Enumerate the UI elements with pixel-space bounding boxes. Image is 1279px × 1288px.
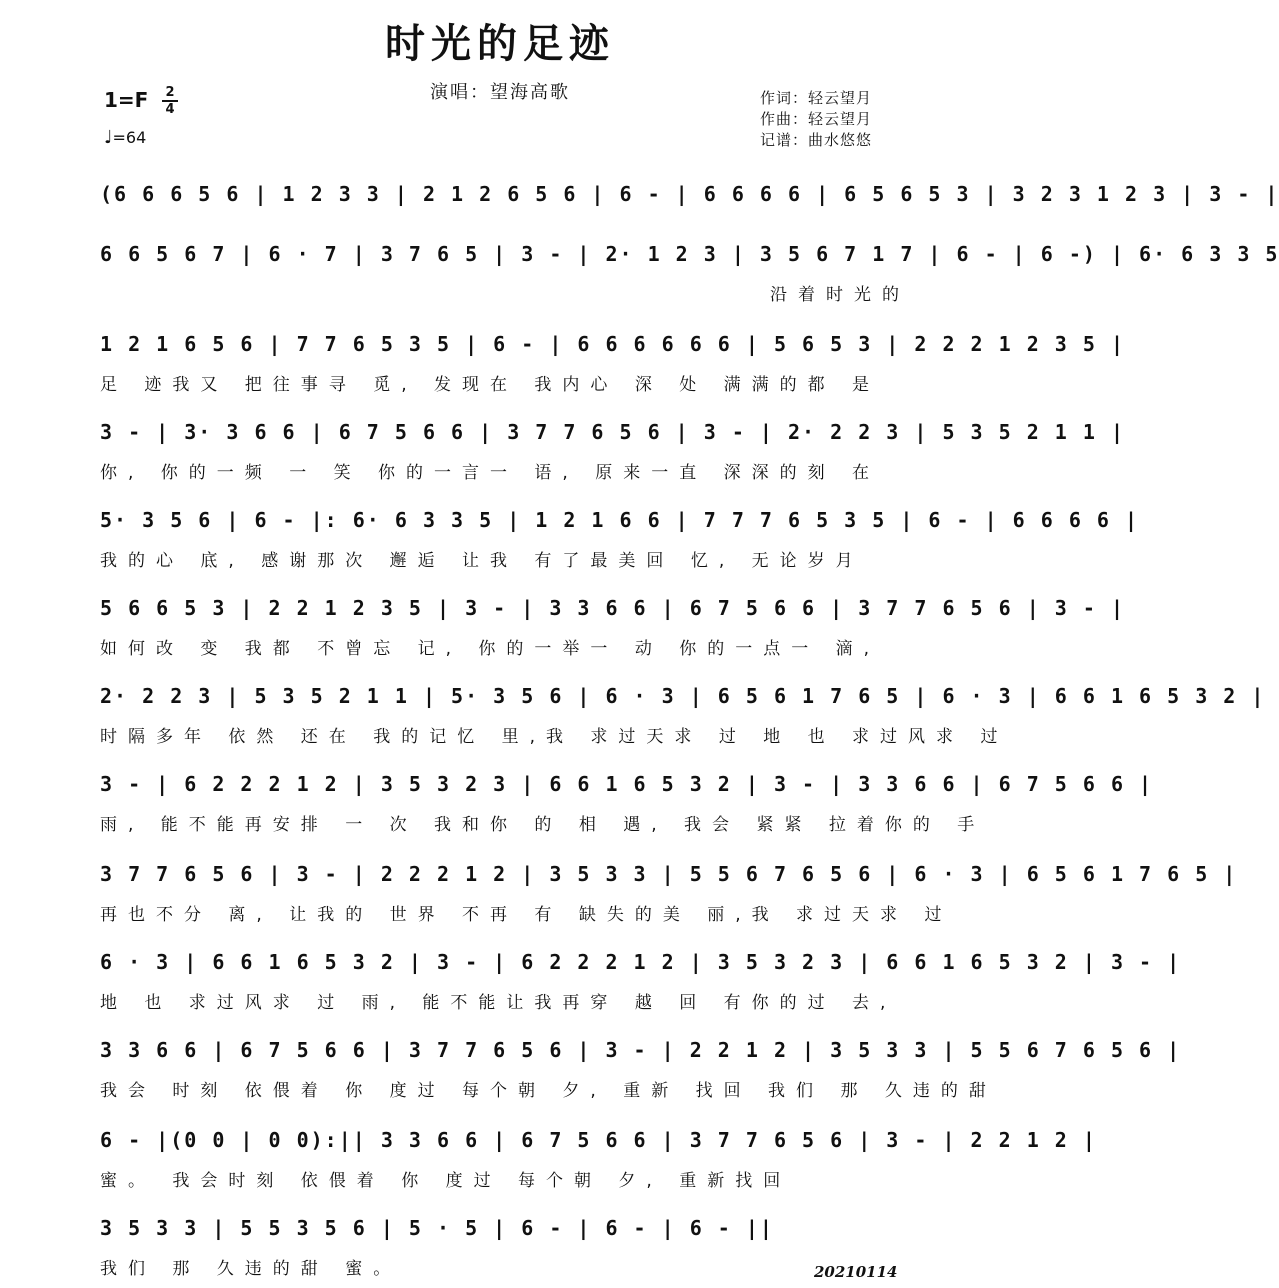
notation-line: 3 - | 3· 3 6 6 | 6 7 5 6 6 | 3 7 7 6 5 6 | 3 - | 2· 2 2 3 | 5 3 5 2 1 1 | (100, 420, 1125, 444)
notation-line: 3 - | 6 2 2 2 1 2 | 3 5 3 2 3 | 6 6 1 6 5 3 2 | 3 - | 3 3 6 6 | 6 7 5 6 6 | (100, 772, 1154, 796)
score-row (100, 408, 1125, 494)
time-signature-top: 2 (165, 85, 175, 100)
notation-line: 6 · 3 | 6 6 1 6 5 3 2 | 3 - | 6 2 2 2 1 2 | 3 5 3 2 3 | 6 6 1 6 5 3 2 | 3 - | (100, 950, 1182, 974)
tempo-marking (104, 127, 146, 148)
time-signature-bottom: 4 (165, 102, 175, 117)
score-row (100, 496, 1140, 582)
notation-line: 1 2 1 6 5 6 | 7 7 6 5 3 5 | 6 - | 6 6 6 6 6 6 | 5 6 5 3 | 2 2 2 1 2 3 5 | (100, 332, 1125, 356)
score-row (100, 584, 1125, 670)
lyric-line: 我会 时刻 依偎着 你 度过 每个朝 夕, 重新 找回 我们 那 久违的甜 (100, 1081, 997, 1101)
lyric-line: 雨, 能不能再安排 一 次 我和你 的 相 遇, 我会 紧紧 拉着你的 手 (100, 815, 986, 835)
score-row (100, 760, 1154, 846)
lyric-line: 再也不分 离, 让我的 世界 不再 有 缺失的美 丽,我 求过天求 过 (100, 905, 953, 925)
lyric-line: 沿着时光的 (770, 285, 910, 305)
score-row (100, 1204, 900, 1284)
score-row (100, 1116, 1097, 1202)
score-row (100, 230, 1279, 316)
lyric-line: 你, 你的一频 一 笑 你的一言一 语, 原来一直 深深的刻 在 (100, 463, 881, 483)
score-row (100, 1026, 1182, 1112)
transcriber-credit: 记谱：曲水悠悠 (760, 131, 873, 149)
score-row (100, 850, 1238, 936)
key-signature: 1=F (104, 88, 149, 112)
lyric-line: 如何改 变 我都 不曾忘 记, 你的一举一 动 你的一点一 滴, (100, 639, 881, 659)
notation-line: 3 7 7 6 5 6 | 3 - | 2 2 2 1 2 | 3 5 3 3 | 5 5 6 7 6 5 6 | 6 · 3 | 6 5 6 1 7 6 5 | (100, 862, 1238, 886)
score-row (100, 672, 1266, 758)
quarter-note-icon: ♩ (104, 127, 113, 148)
notation-line: 5 6 6 5 3 | 2 2 1 2 3 5 | 3 - | 3 3 6 6 | 6 7 5 6 6 | 3 7 7 6 5 6 | 3 - | (100, 596, 1125, 620)
lyricist-credit: 作词：轻云望月 (760, 89, 873, 107)
song-title: 时光的足迹 (385, 20, 615, 67)
notation-line: 3 3 6 6 | 6 7 5 6 6 | 3 7 7 6 5 6 | 3 - | 2 2 1 2 | 3 5 3 3 | 5 5 6 7 6 5 6 | (100, 1038, 1182, 1062)
lyric-line: 我的心 底, 感谢那次 邂逅 让我 有了最美回 忆, 无论岁月 (100, 551, 864, 571)
lyric-line: 时隔多年 依然 还在 我的记忆 里,我 求过天求 过 地 也 求过风求 过 (100, 727, 1009, 747)
notation-line: 6 - |(0 0 | 0 0):|| 3 3 6 6 | 6 7 5 6 6 | 3 7 7 6 5 6 | 3 - | 2 2 1 2 | (100, 1128, 1097, 1152)
composer-credit: 作曲：轻云望月 (760, 110, 873, 128)
lyric-line: 蜜。 我会时刻 依偎着 你 度过 每个朝 夕, 重新找回 (100, 1171, 792, 1191)
singer-credit: 演唱：望海高歌 (430, 82, 570, 103)
lyric-line: 地 也 求过风求 过 雨, 能不能让我再穿 越 回 有你的过 去, (100, 993, 897, 1013)
credits (760, 88, 872, 151)
notation-line: (6 6 6 5 6 | 1 2 3 3 | 2 1 2 6 5 6 | 6 - | 6 6 6 6 | 6 5 6 5 3 | 3 2 3 1 2 3 | 3 - | (100, 182, 1279, 206)
notation-line: 6 6 5 6 7 | 6 · 7 | 3 7 6 5 | 3 - | 2· 1 2 3 | 3 5 6 7 1 7 | 6 - | 6 -) | 6· 6 3 3 5 (100, 242, 1279, 266)
lyric-line: 我们 那 久违的甜 蜜。 (100, 1259, 402, 1279)
score-row (100, 320, 1125, 406)
date-stamp: 20210114 (814, 1263, 898, 1281)
notation-line: 2· 2 2 3 | 5 3 5 2 1 1 | 5· 3 5 6 | 6 · 3 | 6 5 6 1 7 6 5 | 6 · 3 | 6 6 1 6 5 3 2 | (100, 684, 1266, 708)
lyric-line: 足 迹我又 把往事寻 觅, 发现在 我内心 深 处 满满的都 是 (100, 375, 881, 395)
score-row (100, 938, 1182, 1024)
notation-line: 5· 3 5 6 | 6 - |: 6· 6 3 3 5 | 1 2 1 6 6 | 7 7 7 6 5 3 5 | 6 - | 6 6 6 6 | (100, 508, 1140, 532)
notation-line: 3 5 3 3 | 5 5 3 5 6 | 5 · 5 | 6 - | 6 - | 6 - || (100, 1216, 774, 1240)
tempo-value: =64 (112, 128, 147, 147)
time-signature (162, 86, 178, 116)
